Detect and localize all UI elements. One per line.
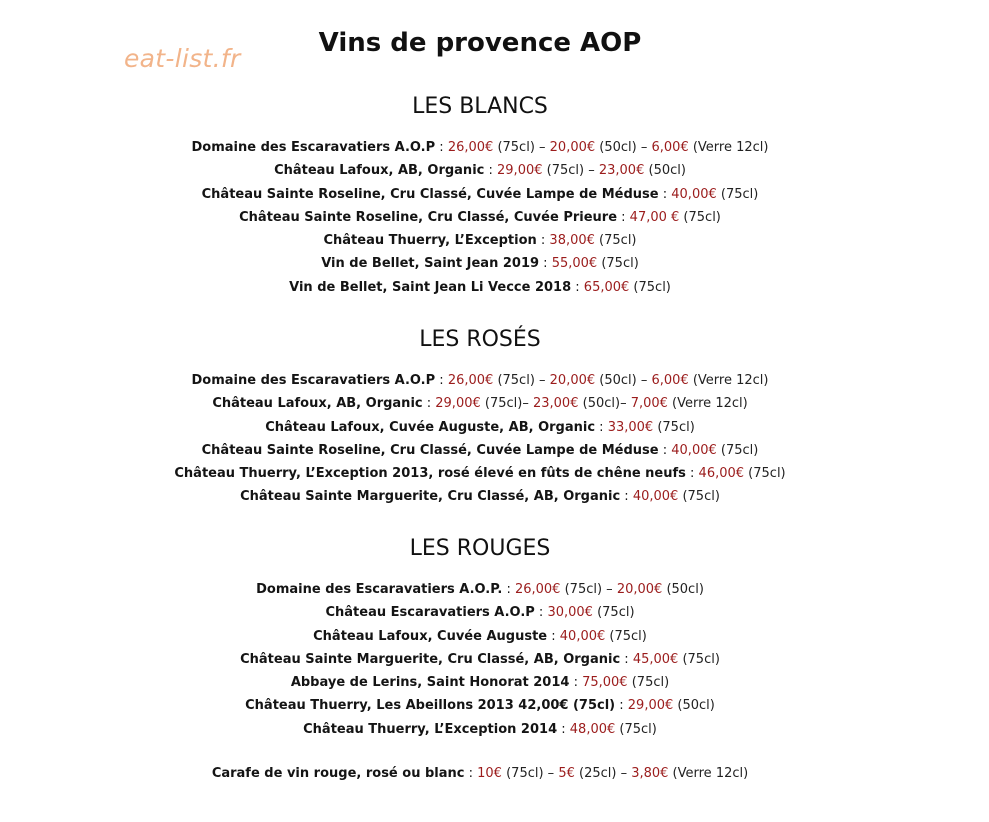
carafe-line: [0, 762, 960, 785]
price-value: 26,00€: [447, 373, 494, 388]
price-separator: –: [620, 396, 631, 412]
wine-list-item: [0, 694, 960, 717]
wine-list-rouges: [0, 578, 960, 741]
price-value: 20,00€: [616, 582, 663, 597]
volume-label: (50cl): [644, 163, 686, 179]
wine-list-item: [0, 462, 960, 485]
price-value: 40,00€: [632, 489, 679, 505]
price-separator: –: [636, 140, 652, 155]
wine-name: Château Thuerry, L’Exception 2014: [303, 721, 558, 737]
wine-name: Château Escaravatiers A.O.P: [325, 605, 535, 621]
separator: :: [557, 721, 570, 737]
wine-list-roses: [0, 369, 960, 509]
volume-label: (75cl): [716, 186, 759, 202]
price-value: 55,00€: [551, 256, 598, 272]
separator: :: [484, 163, 498, 179]
section-roses: [0, 325, 960, 509]
separator: :: [502, 582, 515, 597]
section-rouges: [0, 534, 960, 741]
separator: :: [435, 373, 448, 388]
volume-label: (Verre 12cl): [667, 396, 748, 412]
separator: :: [658, 186, 672, 202]
page-title: Vins de provence AOP: [318, 28, 642, 58]
price-value: 30,00€: [547, 605, 593, 621]
wine-list-item: [0, 648, 960, 671]
price-value: 45,00€: [632, 651, 679, 667]
wine-name: Abbaye de Lerins, Saint Honorat 2014: [290, 675, 570, 691]
price-value: 46,00€: [698, 466, 745, 482]
volume-label: (75cl): [493, 140, 535, 155]
watermark-logo: eat-list.fr: [124, 44, 241, 73]
volume-label: (75cl): [592, 605, 635, 621]
wine-name: Château Thuerry, L’Exception 2013, rosé élevé en fûts de chêne neufs: [174, 466, 686, 482]
wine-list-item: [0, 229, 960, 252]
volume-label: (Verre 12cl): [668, 766, 749, 781]
price-separator: –: [616, 766, 632, 781]
wine-name: Vin de Bellet, Saint Jean Li Vecce 2018: [289, 279, 572, 295]
wine-name: Château Sainte Roseline, Cru Classé, Cuvée Prieure: [239, 209, 618, 225]
section-blancs: [0, 92, 960, 299]
wine-list-item: [0, 159, 960, 182]
separator: :: [435, 140, 448, 155]
volume-label: (50cl): [662, 582, 704, 597]
carafe-item: [0, 762, 960, 785]
price-separator: –: [534, 373, 550, 388]
wine-name: Château Lafoux, AB, Organic: [212, 396, 423, 412]
wine-list-item: [0, 439, 960, 462]
wine-name: Château Thuerry, L’Exception: [323, 233, 537, 249]
volume-label: (75cl): [629, 279, 671, 295]
wine-name: Château Sainte Marguerite, Cru Classé, AB, Organic: [240, 489, 621, 505]
volume-label: (25cl): [574, 766, 617, 781]
price-value: 48,00€: [569, 721, 616, 737]
wine-list-item: [0, 252, 960, 275]
volume-label: (75cl): [597, 256, 639, 272]
price-value: 29,00€: [435, 396, 481, 412]
wine-name: Château Sainte Roseline, Cru Classé, Cuvée Lampe de Méduse: [201, 442, 659, 458]
separator: :: [658, 442, 672, 458]
separator: :: [534, 605, 548, 621]
wine-name: Domaine des Escaravatiers A.O.P: [191, 373, 436, 388]
price-separator: –: [522, 396, 533, 412]
wine-list-item: [0, 136, 960, 159]
price-value: 33,00€: [607, 419, 654, 435]
separator: :: [571, 279, 584, 295]
price-value: 20,00€: [549, 140, 596, 155]
volume-label: (75cl): [542, 163, 585, 179]
wine-list-item: [0, 276, 960, 299]
price-separator: –: [534, 140, 550, 155]
price-separator: –: [636, 373, 652, 388]
price-value: 65,00€: [583, 279, 630, 295]
wine-name: Château Lafoux, AB, Organic: [274, 163, 485, 179]
wine-list-item: [0, 671, 960, 694]
price-value: 40,00€: [671, 186, 717, 202]
volume-label: (75cl): [501, 766, 544, 781]
volume-label: (75cl): [678, 489, 720, 505]
separator: :: [569, 675, 583, 691]
volume-label: (50cl): [595, 373, 637, 388]
section-heading-blancs: LES BLANCS: [412, 94, 548, 119]
price-value: 26,00€: [447, 140, 494, 155]
price-value: 3,80€: [631, 766, 669, 781]
wine-list-item: [0, 601, 960, 624]
wine-list-item: [0, 416, 960, 439]
separator: :: [547, 628, 560, 644]
volume-label: (75cl): [678, 651, 720, 667]
wine-name: Vin de Bellet, Saint Jean 2019: [321, 256, 540, 272]
separator: :: [620, 489, 633, 505]
wine-list-item: [0, 392, 960, 415]
separator: :: [464, 766, 478, 781]
price-value: 75,00€: [582, 675, 628, 691]
wine-name: Carafe de vin rouge, rosé ou blanc: [211, 766, 465, 781]
price-value: 23,00€: [598, 163, 645, 179]
price-value: 6,00€: [651, 373, 689, 388]
volume-label: (75cl): [716, 442, 759, 458]
separator: :: [422, 396, 436, 412]
wine-name: Domaine des Escaravatiers A.O.P: [191, 140, 436, 155]
separator: :: [536, 233, 550, 249]
price-value: 40,00€: [671, 442, 717, 458]
wine-name: Château Sainte Marguerite, Cru Classé, AB, Organic: [240, 651, 621, 667]
price-value: 40,00€: [559, 628, 606, 644]
section-heading-roses: LES ROSÉS: [419, 327, 541, 352]
price-value: 29,00€: [497, 163, 543, 179]
wine-list-item: [0, 578, 960, 601]
volume-label: (75cl): [605, 628, 647, 644]
separator: :: [595, 419, 608, 435]
price-value: 38,00€: [549, 233, 595, 249]
wine-name: Château Lafoux, Cuvée Auguste, AB, Organic: [265, 419, 596, 435]
price-separator: –: [602, 582, 617, 597]
volume-label: (75cl): [615, 721, 657, 737]
volume-label: (Verre 12cl): [688, 140, 769, 155]
wine-list-item: [0, 718, 960, 741]
price-value: 5€: [558, 766, 575, 781]
price-value: 23,00€: [532, 396, 579, 412]
price-value: 47,00 €: [629, 209, 680, 225]
volume-label: (75cl): [493, 373, 535, 388]
volume-label: (75cl): [653, 419, 695, 435]
wine-name: Domaine des Escaravatiers A.O.P.: [256, 582, 503, 597]
wine-list-item: [0, 206, 960, 229]
section-heading-rouges: LES ROUGES: [409, 536, 551, 561]
volume-label: (75cl): [627, 675, 670, 691]
volume-label: (75cl): [679, 209, 721, 225]
wine-list-item: [0, 625, 960, 648]
wine-name: Château Thuerry, Les Abeillons 2013 42,00€ (75cl): [245, 698, 616, 714]
volume-label: (50cl): [595, 140, 637, 155]
price-separator: –: [543, 766, 559, 781]
wine-list-item: [0, 369, 960, 392]
volume-label: (75cl): [480, 396, 523, 412]
volume-label: (Verre 12cl): [688, 373, 769, 388]
separator: :: [620, 651, 633, 667]
price-separator: –: [584, 163, 599, 179]
wine-list-item: [0, 183, 960, 206]
volume-label: (75cl): [560, 582, 603, 597]
price-value: 26,00€: [514, 582, 561, 597]
volume-label: (50cl): [578, 396, 621, 412]
volume-label: (50cl): [673, 698, 715, 714]
price-value: 29,00€: [627, 698, 674, 714]
price-value: 7,00€: [630, 396, 668, 412]
separator: :: [615, 698, 628, 714]
separator: :: [685, 466, 699, 482]
wine-list-item: [0, 485, 960, 508]
price-value: 10€: [477, 766, 502, 781]
wine-name: Château Lafoux, Cuvée Auguste: [313, 628, 548, 644]
volume-label: (75cl): [594, 233, 637, 249]
wine-name: Château Sainte Roseline, Cru Classé, Cuvée Lampe de Méduse: [201, 186, 659, 202]
separator: :: [539, 256, 552, 272]
separator: :: [617, 209, 630, 225]
wine-list-blancs: [0, 136, 960, 299]
price-value: 20,00€: [549, 373, 596, 388]
volume-label: (75cl): [744, 466, 786, 482]
price-value: 6,00€: [651, 140, 689, 155]
